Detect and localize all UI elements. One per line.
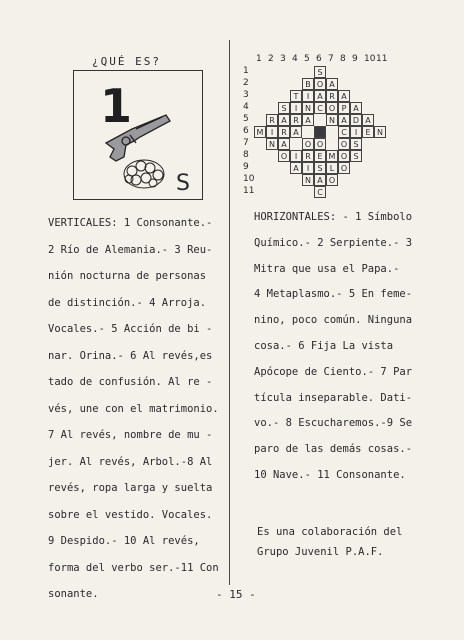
- page-number: - 15 -: [216, 588, 256, 601]
- row-number: 2: [243, 78, 249, 88]
- clue-line: forma del verbo ser.-11 Con: [48, 561, 219, 574]
- column-number: 6: [316, 54, 322, 64]
- verticales-clues: [48, 210, 219, 608]
- clue-line: Apócope de Ciento.- 7 Par: [254, 365, 413, 378]
- credit: [257, 522, 402, 562]
- column-divider: [229, 40, 230, 585]
- clue-line: HORIZONTALES: - 1 Símbolo: [254, 211, 413, 223]
- row-number: 11: [243, 186, 255, 196]
- crossword-cell: I: [302, 162, 314, 174]
- crossword-cell: O: [302, 138, 314, 150]
- column-number: 10: [364, 54, 376, 64]
- crossword-cell: I: [302, 90, 314, 102]
- crossword-cell: O: [326, 174, 338, 186]
- rebus-box: [73, 70, 203, 200]
- column-number: 11: [376, 54, 388, 64]
- crossword-cell: D: [350, 114, 362, 126]
- crossword-cell: I: [290, 150, 302, 162]
- crossword-cell: M: [326, 150, 338, 162]
- crossword-cell: A: [302, 114, 314, 126]
- column-number: 2: [268, 54, 274, 64]
- crossword-cell: B: [302, 78, 314, 90]
- crossword-cell: E: [314, 150, 326, 162]
- horizontales-clues: [254, 205, 412, 489]
- row-number: 8: [243, 150, 249, 160]
- clue-line: revés, ropa larga y suelta: [48, 482, 213, 494]
- clue-line: vo.- 8 Escucharemos.-9 Se: [254, 417, 413, 430]
- clue-line: 9 Despido.- 10 Al revés,: [48, 535, 200, 547]
- row-number: 4: [243, 102, 249, 112]
- crossword-cell: S: [314, 162, 326, 174]
- column-number: 1: [256, 54, 262, 64]
- column-number: 5: [304, 54, 310, 64]
- crossword-cell: A: [278, 114, 290, 126]
- row-number: 10: [243, 174, 255, 184]
- clue-line: vés, une con el matrimonio.: [48, 402, 219, 415]
- clue-line: 4 Metaplasmo.- 5 En feme-: [254, 288, 413, 301]
- crossword-cell: O: [314, 78, 326, 90]
- clue-line: Vocales.- 5 Acción de bi -: [48, 323, 213, 335]
- rebus-letter: S: [176, 171, 190, 196]
- crossword-cell: N: [302, 102, 314, 114]
- crossword-cell: A: [338, 114, 350, 126]
- clue-line: nino, poco común. Ninguna: [254, 314, 413, 327]
- clue-line: Químico.- 2 Serpiente.- 3: [254, 236, 413, 249]
- clue-line: Mitra que usa el Papa.-: [254, 262, 400, 275]
- column-number: 7: [328, 54, 334, 64]
- crossword-cell: N: [374, 126, 386, 138]
- row-number: 1: [243, 66, 249, 76]
- crossword-cell: R: [326, 90, 338, 102]
- crossword-cell: P: [338, 102, 350, 114]
- crossword-cell: N: [266, 138, 278, 150]
- clue-line: 7 Al revés, nombre de mu -: [48, 429, 213, 441]
- crossword-cell: A: [290, 162, 302, 174]
- column-number: 4: [292, 54, 298, 64]
- clue-line: 2 Río de Alemania.- 3 Reu-: [48, 243, 213, 256]
- crossword-cell: N: [302, 174, 314, 186]
- crossword-cell: O: [338, 138, 350, 150]
- crossword-cell: O: [326, 102, 338, 114]
- crossword-cell: O: [338, 162, 350, 174]
- crossword-cell: C: [314, 186, 326, 198]
- crossword-cell: A: [326, 78, 338, 90]
- crossword-cell: I: [266, 126, 278, 138]
- row-number: 9: [243, 162, 249, 172]
- row-number: 7: [243, 138, 249, 148]
- clue-line: tícula inseparable. Dati-: [254, 391, 413, 404]
- crossword-cell: S: [314, 66, 326, 78]
- crossword-cell: C: [338, 126, 350, 138]
- coins-icon: [124, 160, 164, 188]
- crossword-cell: R: [266, 114, 278, 126]
- crossword-cell: R: [278, 126, 290, 138]
- crossword-cell: L: [326, 162, 338, 174]
- crossword-cell: O: [278, 150, 290, 162]
- rebus-title: ¿QUÉ ES?: [92, 55, 161, 68]
- clue-line: de distinción.- 4 Arroja.: [48, 296, 207, 309]
- crossword-cell: O: [338, 150, 350, 162]
- crossword-cell: A: [338, 90, 350, 102]
- crossword-cell: I: [350, 126, 362, 138]
- crossword-cell: M: [254, 126, 266, 138]
- column-number: 9: [352, 54, 358, 64]
- clue-line: 10 Nave.- 11 Consonante.: [254, 468, 406, 481]
- crossword-black-cell: [314, 126, 326, 138]
- crossword-cell: E: [362, 126, 374, 138]
- crossword-cell: T: [290, 90, 302, 102]
- crossword-cell: R: [290, 114, 302, 126]
- crossword-cell: S: [350, 150, 362, 162]
- clue-line: sonante.: [48, 588, 99, 600]
- credit-line: Grupo Juvenil P.A.F.: [257, 546, 384, 558]
- crossword-cell: A: [278, 138, 290, 150]
- row-number: 5: [243, 114, 249, 124]
- column-number: 3: [280, 54, 286, 64]
- crossword-cell: I: [290, 102, 302, 114]
- clue-line: VERTICALES: 1 Consonante.-: [48, 217, 213, 229]
- crossword-cell: O: [314, 138, 326, 150]
- crossword-cell: N: [326, 114, 338, 126]
- clue-line: cosa.- 6 Fija La vista: [254, 339, 394, 352]
- column-number: 8: [340, 54, 346, 64]
- revolver-icon: [106, 115, 170, 161]
- crossword-cell: A: [314, 174, 326, 186]
- clue-line: nar. Orina.- 6 Al revés,es: [48, 349, 213, 362]
- clue-line: tado de confusión. Al re -: [48, 376, 213, 388]
- clue-line: paro de las demás cosas.-: [254, 443, 413, 456]
- crossword-cell: R: [302, 150, 314, 162]
- crossword-cell: A: [290, 126, 302, 138]
- crossword-cell: S: [350, 138, 362, 150]
- crossword-cell: S: [278, 102, 290, 114]
- clue-line: nión nocturna de personas: [48, 270, 207, 282]
- crossword-cell: C: [314, 102, 326, 114]
- crossword-cell: A: [350, 102, 362, 114]
- crossword-cell: A: [362, 114, 374, 126]
- crossword-cell: A: [314, 90, 326, 102]
- credit-line: Es una colaboración del: [257, 526, 403, 538]
- row-number: 6: [243, 126, 249, 136]
- clue-line: sobre el vestido. Vocales.: [48, 508, 213, 521]
- rebus-number: 1: [100, 79, 133, 133]
- clue-line: jer. Al revés, Arbol.-8 Al: [48, 455, 213, 468]
- row-number: 3: [243, 90, 249, 100]
